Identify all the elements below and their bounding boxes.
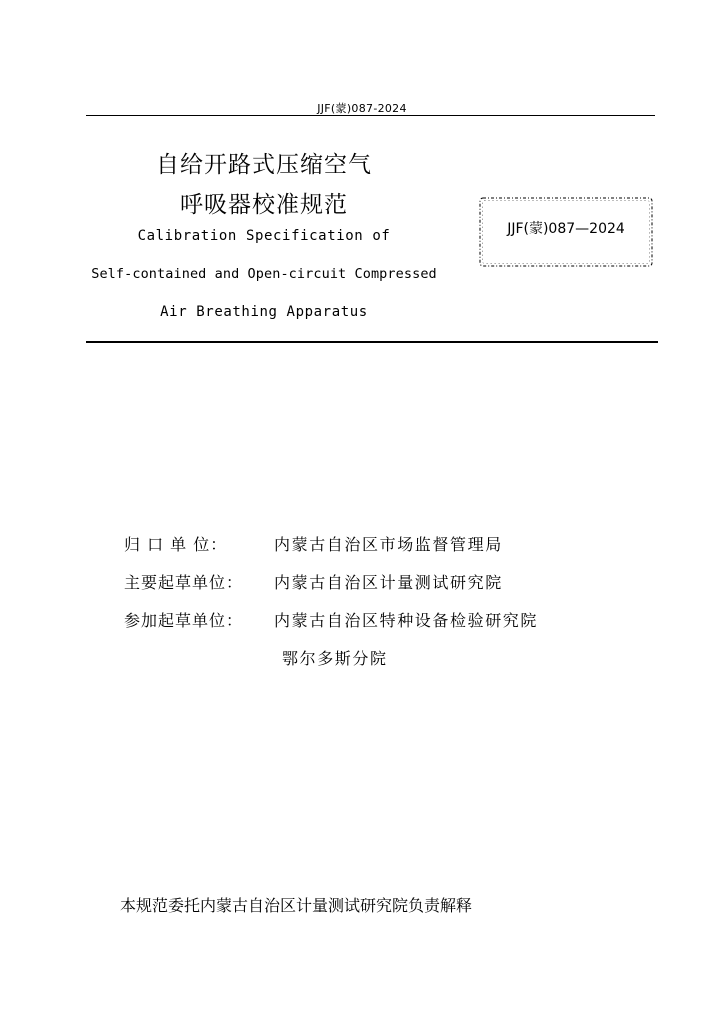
title-english-line-1: Calibration Specification of <box>137 228 391 244</box>
header-standard-code: JJF(蒙)087-2024 <box>317 102 407 115</box>
title-chinese-line-1: 自给开路式压缩空气 <box>156 152 372 178</box>
title-english-line-2: Self-contained and Open-circuit Compressed <box>91 266 437 282</box>
org-value-centralized: 内蒙古自治区市场监督管理局 <box>274 535 503 554</box>
org-label-main-drafter: 主要起草单位： <box>124 573 244 592</box>
org-row-participating-line-2 <box>282 646 388 669</box>
org-label-participating: 参加起草单位： <box>124 611 244 630</box>
org-value-participating-line-2: 鄂尔多斯分院 <box>282 649 388 668</box>
org-value-main-drafter: 内蒙古自治区计量测试研究院 <box>274 573 503 592</box>
header-divider <box>86 115 655 116</box>
standard-code-box-text: JJF(蒙)087—2024 <box>507 221 625 237</box>
org-row-centralized <box>124 532 503 555</box>
title-divider <box>86 341 658 343</box>
interpretation-note: 本规范委托内蒙古自治区计量测试研究院负责解释 <box>120 896 473 915</box>
title-english-line-3: Air Breathing Apparatus <box>160 304 368 320</box>
title-chinese-line-2: 呼吸器校准规范 <box>180 192 348 218</box>
org-label-centralized: 归 口 单 位： <box>124 535 228 554</box>
standard-code-box <box>478 196 654 268</box>
org-row-participating <box>124 608 538 631</box>
org-row-main-drafter <box>124 570 503 593</box>
org-value-participating: 内蒙古自治区特种设备检验研究院 <box>274 611 539 630</box>
